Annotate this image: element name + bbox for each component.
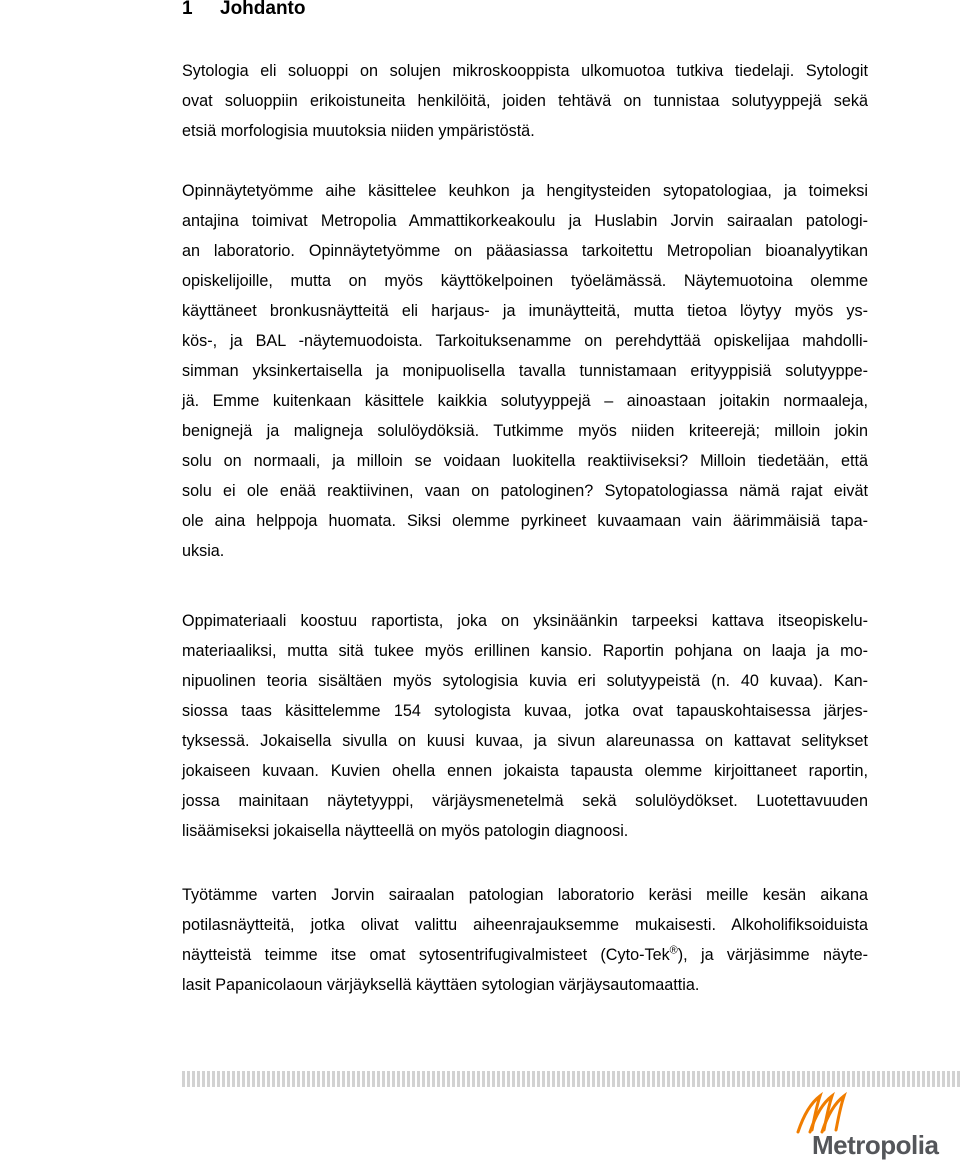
registered-trademark-symbol: ® bbox=[669, 944, 678, 957]
text-line: jossa mainitaan näytetyyppi, värjäysmenetelmä sekä solulöydökset. Luotettavuuden bbox=[182, 792, 868, 810]
text-line: opiskelijoille, mutta on myös käyttökelpoinen työelämässä. Näytemuotoina olemme bbox=[182, 272, 868, 290]
footer-divider bbox=[182, 1071, 960, 1087]
text-line: Oppimateriaali koostuu raportista, joka on yksinäänkin tarpeeksi kattava itseopiskelu- bbox=[182, 612, 868, 630]
text-fragment: näytteistä teimme itse omat sytosentrifugivalmisteet (Cyto-Tek bbox=[182, 946, 670, 964]
paragraph-1 bbox=[182, 56, 868, 146]
text-line: simman yksinkertaisella ja monipuolisella tavalla tunnistamaan erityyppisiä solutyyppe- bbox=[182, 362, 868, 380]
text-line: lasit Papanicolaoun värjäyksellä käyttäen sytologian värjäysautomaattia. bbox=[182, 976, 700, 994]
text-line: an laboratorio. Opinnäytetyömme on pääasiassa tarkoitettu Metropolian bioanalyytikan bbox=[182, 242, 868, 260]
text-fragment: ), ja värjäsimme näyte- bbox=[677, 946, 868, 964]
text-line: lisäämiseksi jokaisella näytteellä on myös patologin diagnoosi. bbox=[182, 822, 629, 840]
text-line: antajina toimivat Metropolia Ammattikorkeakoulu ja Huslabin Jorvin sairaalan patologi- bbox=[182, 212, 868, 230]
paragraph-4 bbox=[182, 880, 868, 1000]
text-line: Opinnäytetyömme aihe käsittelee keuhkon ja hengitysteiden sytopatologiaa, ja toimeksi bbox=[182, 182, 868, 200]
text-line: etsiä morfologisia muutoksia niiden ympäristöstä. bbox=[182, 122, 535, 140]
text-line: ole aina helppoja huomata. Siksi olemme pyrkineet kuvaamaan vain äärimmäisiä tapa- bbox=[182, 512, 868, 530]
text-line: jokaiseen kuvaan. Kuvien ohella ennen jokaista tapausta olemme kirjoittaneet raportin, bbox=[182, 762, 868, 780]
text-line: jä. Emme kuitenkaan käsittele kaikkia solutyyppejä – ainoastaan joitakin normaaleja, bbox=[182, 392, 868, 410]
text-line bbox=[182, 940, 868, 970]
paragraph-2 bbox=[182, 176, 868, 566]
text-line: kös-, ja BAL -näytemuodoista. Tarkoituksenamme on perehdyttää opiskelijaa mahdolli- bbox=[182, 332, 868, 350]
text-line: nipuolinen teoria sisältäen myös sytologisia kuvia eri solutyypeistä (n. 40 kuvaa). Kan- bbox=[182, 672, 868, 690]
section-number: 1 bbox=[182, 0, 193, 19]
text-line: ovat soluoppiin erikoistuneita henkilöitä, joiden tehtävä on tunnistaa solutyyppejä sekä bbox=[182, 92, 868, 110]
text-line: tyksessä. Jokaisella sivulla on kuusi kuvaa, ja sivun alareunassa on kattavat selitykset bbox=[182, 732, 868, 750]
text-line: solu ei ole enää reaktiivinen, vaan on patologinen? Sytopatologiassa nämä rajat eivät bbox=[182, 482, 868, 500]
text-line: materiaaliksi, mutta sitä tukee myös erillinen kansio. Raportin pohjana on laaja ja mo- bbox=[182, 642, 868, 660]
text-line: potilasnäytteitä, jotka olivat valittu aiheenrajauksemme mukaisesti. Alkoholifiksoiduista bbox=[182, 916, 868, 934]
text-line: Sytologia eli soluoppi on solujen mikroskooppista ulkomuotoa tutkiva tiedelaji. Sytologit bbox=[182, 62, 868, 80]
text-line: solu on normaali, ja milloin se voidaan luokitella reaktiiviseksi? Milloin tiedetään, että bbox=[182, 452, 868, 470]
metropolia-logo-text: Metropolia bbox=[812, 1130, 939, 1160]
metropolia-swoosh-icon bbox=[798, 1096, 844, 1132]
text-line: benignejä ja maligneja solulöydöksiä. Tutkimme myös niiden kriteerejä; milloin jokin bbox=[182, 422, 868, 440]
paragraph-3 bbox=[182, 606, 868, 846]
section-title: Johdanto bbox=[220, 0, 306, 19]
text-line: käyttäneet bronkusnäytteitä eli harjaus- ja imunäytteitä, mutta tietoa löytyy myös ys- bbox=[182, 302, 868, 320]
text-line: uksia. bbox=[182, 542, 225, 560]
text-line: siossa taas käsittelemme 154 sytologista kuvaa, jotka ovat tapauskohtaisessa järjes- bbox=[182, 702, 868, 720]
section-heading bbox=[182, 0, 306, 24]
text-line: Työtämme varten Jorvin sairaalan patologian laboratorio keräsi meille kesän aikana bbox=[182, 886, 868, 904]
